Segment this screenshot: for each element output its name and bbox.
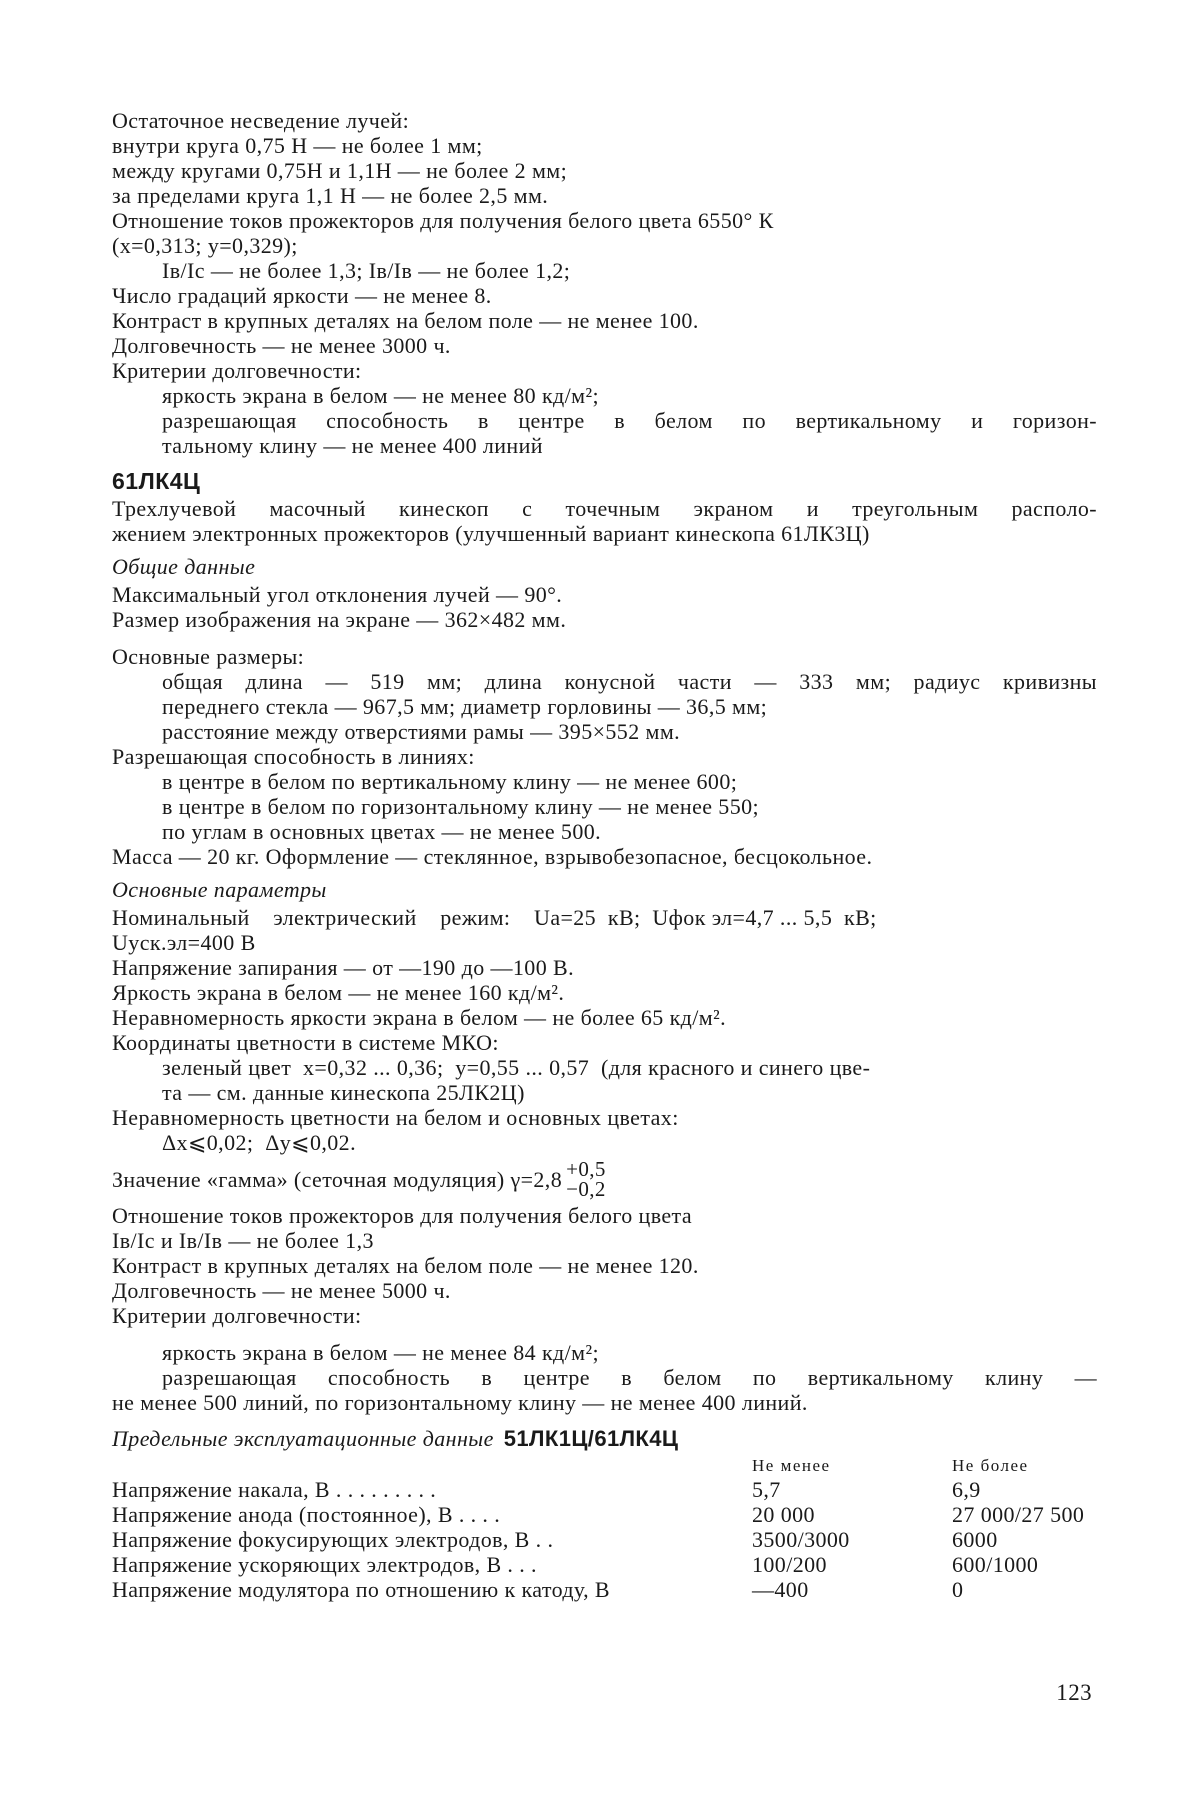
max-cell: 6,9	[952, 1477, 981, 1502]
nominal-mode-line: Uуск.эл=400 В	[112, 930, 256, 955]
page-content	[112, 108, 1097, 1602]
gamma-minus: −0,2	[566, 1177, 606, 1201]
text-line: не менее 500 линий, по горизонтальному клину — не менее 400 линий.	[112, 1390, 808, 1415]
param-cell: Напряжение модулятора по отношению к катоду, В	[112, 1577, 610, 1602]
text-line: Долговечность — не менее 3000 ч.	[112, 333, 451, 358]
column-header-min: Не менее	[752, 1456, 831, 1475]
text-line: Неравномерность яркости экрана в белом — не более 65 кд/м².	[112, 1005, 727, 1030]
text-line: Яркость экрана в белом — не менее 160 кд/м².	[112, 980, 565, 1005]
table-row	[112, 1477, 1097, 1502]
text-line: внутри круга 0,75 Н — не более 1 мм;	[112, 133, 483, 158]
gamma-text: Значение «гамма» (сеточная модуляция) γ=2,8	[112, 1166, 563, 1192]
text-line: зеленый цвет x=0,32 ... 0,36; y=0,55 ... 0,57 (для красного и синего цве-	[162, 1055, 871, 1080]
mass-line: Масса — 20 кг. Оформление — стеклянное, взрывобезопасное, бесцокольное.	[112, 844, 873, 869]
text-line: Критерии долговечности:	[112, 1303, 362, 1328]
page-number: 123	[1056, 1680, 1092, 1705]
max-cell: 0	[952, 1577, 964, 1602]
text-line: расстояние между отверстиями рамы — 395×552 мм.	[162, 719, 681, 744]
min-cell: —400	[752, 1577, 809, 1602]
param-cell: Напряжение накала, В . . . . . . . . .	[112, 1477, 437, 1502]
text-line: Координаты цветности в системе МКО:	[112, 1030, 499, 1055]
table-row	[112, 1552, 1097, 1577]
text-line: Размер изображения на экране — 362×482 мм.	[112, 607, 567, 632]
text-line: между кругами 0,75Н и 1,1Н — не более 2 мм;	[112, 158, 568, 183]
text-line: яркость экрана в белом — не менее 84 кд/м²;	[162, 1340, 599, 1365]
text-line: Контраст в крупных деталях на белом поле — не менее 100.	[112, 308, 699, 333]
text-line: за пределами круга 1,1 Н — не более 2,5 мм.	[112, 183, 549, 208]
text-line: Остаточное несведение лучей:	[112, 108, 410, 133]
text-line: яркость экрана в белом — не менее 80 кд/м²;	[162, 383, 599, 408]
min-cell: 100/200	[752, 1552, 827, 1577]
table-row	[112, 1502, 1097, 1527]
main-parameters-title: Основные параметры	[112, 877, 327, 902]
max-cell: 6000	[952, 1527, 998, 1552]
text-line: Напряжение запирания — от —190 до —100 В.	[112, 955, 574, 980]
text-line: общая длина — 519 мм; длина конусной части — 333 мм; радиус кривизны	[162, 669, 1097, 694]
model-description: Трехлучевой масочный кинескоп с точечным экраном и треугольным располо-	[112, 496, 1097, 521]
text-line: Контраст в крупных деталях на белом поле — не менее 120.	[112, 1253, 699, 1278]
param-cell: Напряжение ускоряющих электродов, В . . .	[112, 1552, 537, 1577]
text-line: Критерии долговечности:	[112, 358, 362, 383]
text-line: та — см. данные кинескопа 25ЛК2Ц)	[162, 1080, 525, 1105]
table-row	[112, 1577, 1097, 1602]
resolution-label: Разрешающая способность в линиях:	[112, 744, 475, 769]
limits-title	[112, 1423, 1097, 1455]
gamma-plus: +0,5	[566, 1157, 606, 1181]
text-line: в центре в белом по вертикальному клину — не менее 600;	[162, 769, 738, 794]
gamma-line	[112, 1155, 1097, 1203]
text-line: Δx⩽0,02; Δy⩽0,02.	[162, 1130, 356, 1155]
text-line: Iв/Iс и Iв/Iв — не более 1,3	[112, 1228, 374, 1253]
min-cell: 20 000	[752, 1502, 815, 1527]
text-line: Iв/Iс — не более 1,3; Iв/Iв — не более 1,2;	[162, 258, 571, 283]
text-line: Максимальный угол отклонения лучей — 90°.	[112, 582, 563, 607]
dimensions-label: Основные размеры:	[112, 644, 305, 669]
text-line: Неравномерность цветности на белом и основных цветах:	[112, 1105, 679, 1130]
model-description: жением электронных прожекторов (улучшенный вариант кинескопа 61ЛК3Ц)	[112, 521, 870, 546]
text-line: разрешающая способность в центре в белом по вертикальному клину —	[162, 1365, 1097, 1390]
text-line: разрешающая способность в центре в белом по вертикальному и горизон-	[162, 408, 1097, 433]
table-row	[112, 1527, 1097, 1552]
limits-title-italic: Предельные эксплуатационные данные	[112, 1426, 494, 1451]
text-line: Отношение токов прожекторов для получения белого цвета 6550° К	[112, 208, 774, 233]
limits-table	[112, 1455, 1097, 1602]
text-line: по углам в основных цветах — не менее 500.	[162, 819, 602, 844]
max-cell: 600/1000	[952, 1552, 1039, 1577]
text-line: Отношение токов прожекторов для получения белого цвета	[112, 1203, 693, 1228]
nominal-mode-line: Номинальный электрический режим: Uа=25 кВ; Uфок эл=4,7 ... 5,5 кВ;	[112, 905, 877, 930]
gamma-tolerance	[566, 1159, 606, 1199]
table-header-row	[112, 1455, 1097, 1477]
min-cell: 3500/3000	[752, 1527, 850, 1552]
text-line: в центре в белом по горизонтальному клину — не менее 550;	[162, 794, 760, 819]
general-data-title: Общие данные	[112, 554, 256, 579]
column-header-max: Не более	[952, 1456, 1029, 1475]
text-line: переднего стекла — 967,5 мм; диаметр горловины — 36,5 мм;	[162, 694, 768, 719]
text-line: (x=0,313; y=0,329);	[112, 233, 298, 258]
param-cell: Напряжение фокусирующих электродов, В . .	[112, 1527, 554, 1552]
max-cell: 27 000/27 500	[952, 1502, 1085, 1527]
top-section	[112, 108, 1097, 458]
text-line: Число градаций яркости — не менее 8.	[112, 283, 492, 308]
min-cell: 5,7	[752, 1477, 781, 1502]
param-cell: Напряжение анода (постоянное), В . . . .	[112, 1502, 501, 1527]
text-line: Долговечность — не менее 5000 ч.	[112, 1278, 451, 1303]
text-line: тальному клину — не менее 400 линий	[162, 433, 543, 458]
limits-title-models: 51ЛК1Ц/61ЛК4Ц	[503, 1426, 679, 1451]
model-heading: 61ЛК4Ц	[112, 468, 201, 494]
